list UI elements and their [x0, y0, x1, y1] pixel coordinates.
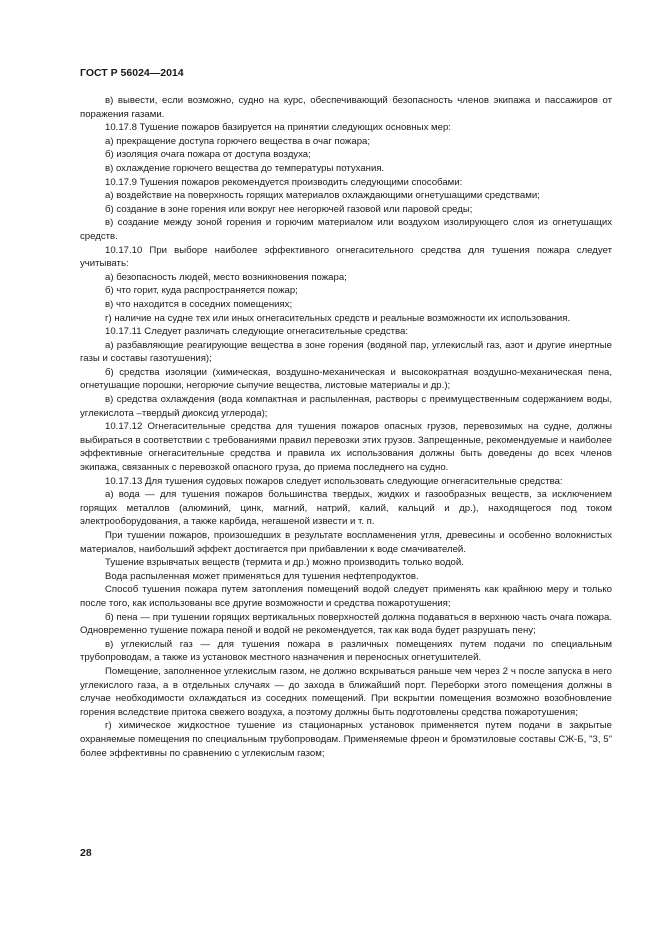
paragraph: б) пена — при тушении горящих вертикальных поверхностей должна подаваться в верхнюю часть очага пожара. Одновременно тушение пожара пеной и водой не рекомендуется, так как вода будет разрушать пену;: [80, 611, 612, 637]
paragraph: 10.17.8 Тушение пожаров базируется на принятии следующих основных мер:: [105, 122, 451, 134]
paragraph: в) что находится в соседних помещениях;: [105, 298, 293, 310]
document-body: [80, 94, 612, 760]
paragraph: Помещение, заполненное углекислым газом, не должно вскрываться раньше чем через 2 ч после запуска в него углекислого газа, а в отдельных случаях — до захода в ближайший порт. Переборки этого помещения должны в случае необходимости охлаждаться из соседних помещений. При вскрытии помещения возможно возобновление горения вследствие притока свежего воздуха, а поэтому должны быть подготовлены средства пожаротушения;: [80, 665, 612, 718]
paragraph: в) средства охлаждения (вода компактная и распыленная, растворы с преимущественным содержанием воды, углекислота –твердый диоксид углерода);: [80, 394, 612, 419]
paragraph: 10.17.10 При выборе наиболее эффективного огнегасительного средства для тушения пожара следует учитывать:: [80, 244, 612, 270]
paragraph: Вода распыленная может применяться для тушения нефтепродуктов.: [105, 570, 419, 582]
paragraph: Тушение взрывчатых веществ (термита и др.) можно производить только водой.: [105, 557, 464, 569]
paragraph: а) разбавляющие реагирующие вещества в зоне горения (водяной пар, углекислый газ, азот и другие инертные газы и составы газотушения);: [80, 339, 612, 365]
paragraph: а) прекращение доступа горючего вещества в очаг пожара;: [105, 135, 371, 147]
paragraph: Способ тушения пожара путем затопления помещений водой следует применять как крайнюю меру и только после того, как использованы все другие возможности и средства пожаротушения;: [80, 584, 612, 609]
paragraph: в) углекислый газ — для тушения пожара в различных помещениях путем подачи по специальным трубопроводам, а также из установок местного назначения и переносных огнетушителей.: [80, 638, 612, 664]
paragraph: а) безопасность людей, место возникновения пожара;: [105, 271, 347, 283]
paragraph: в) вывести, если возможно, судно на курс, обеспечивающий безопасность членов экипажа и пассажиров от поражения газами.: [80, 95, 612, 120]
paragraph: в) создание между зоной горения и горючим материалом или воздухом изолирующего слоя из огнетушащих средств.: [80, 217, 612, 242]
document-header: ГОСТ Р 56024—2014: [80, 67, 184, 79]
paragraph: 10.17.11 Следует различать следующие огнегасительные средства:: [105, 326, 409, 338]
paragraph: б) средства изоляции (химическая, воздушно-механическая и высокократная воздушно-механическая пена, огнетушащие порошки, негорючие сыпучие вещества, листовые материалы и др.);: [80, 366, 612, 392]
paragraph: б) создание в зоне горения или вокруг нее негорючей газовой или паровой среды;: [105, 203, 473, 215]
paragraph: а) воздействие на поверхность горящих материалов охлаждающими огнетушащими средствами;: [105, 190, 540, 202]
paragraph: г) химическое жидкостное тушение из стационарных установок применяется путем подачи в закрытые охраняемые помещения по специальным трубопроводам. Применяемые фреон и бромэтиловые составы СЖ-Б, "3, 5" более эффективны по сравнению с углекислым газом;: [80, 720, 612, 759]
paragraph: 10.17.13 Для тушения судовых пожаров следует использовать следующие огнегасительные средства:: [105, 475, 563, 487]
paragraph: При тушении пожаров, произошедших в результате воспламенения угля, древесины и особенно волокнистых материалов, наибольший эффект достигается при прибавлении к воде смачивателей.: [80, 530, 612, 555]
paragraph: а) вода — для тушения пожаров большинства твердых, жидких и газообразных веществ, за исключением горящих металлов (алюминий, цинк, магний, натрий, калий, кальций и др.), находящегося под током электрооборудования, а также карбида, негашеной извести и т. п.: [80, 489, 612, 528]
paragraph: 10.17.9 Тушения пожаров рекомендуется производить следующими способами:: [105, 176, 463, 188]
paragraph: в) охлаждение горючего вещества до температуры потухания.: [105, 162, 385, 174]
paragraph: б) что горит, куда распространяется пожар;: [105, 285, 298, 297]
paragraph: 10.17.12 Огнегасительные средства для тушения пожаров опасных грузов, перевозимых на судне, должны выбираться в соответствии с требованиями правил перевозки этих грузов. Запрещенные, рекомендуемые и наиболее эффективные огнегасительные средства и правила их использования должны быть доведены до всех членов экипажа, связанных с перевозкой опасного груза, до приема последнего на судно.: [80, 421, 612, 474]
page-number: 28: [80, 847, 92, 859]
paragraph: г) наличие на судне тех или иных огнегасительных средств и реальные возможности их использования.: [105, 312, 571, 324]
paragraph: б) изоляция очага пожара от доступа воздуха;: [105, 149, 311, 161]
